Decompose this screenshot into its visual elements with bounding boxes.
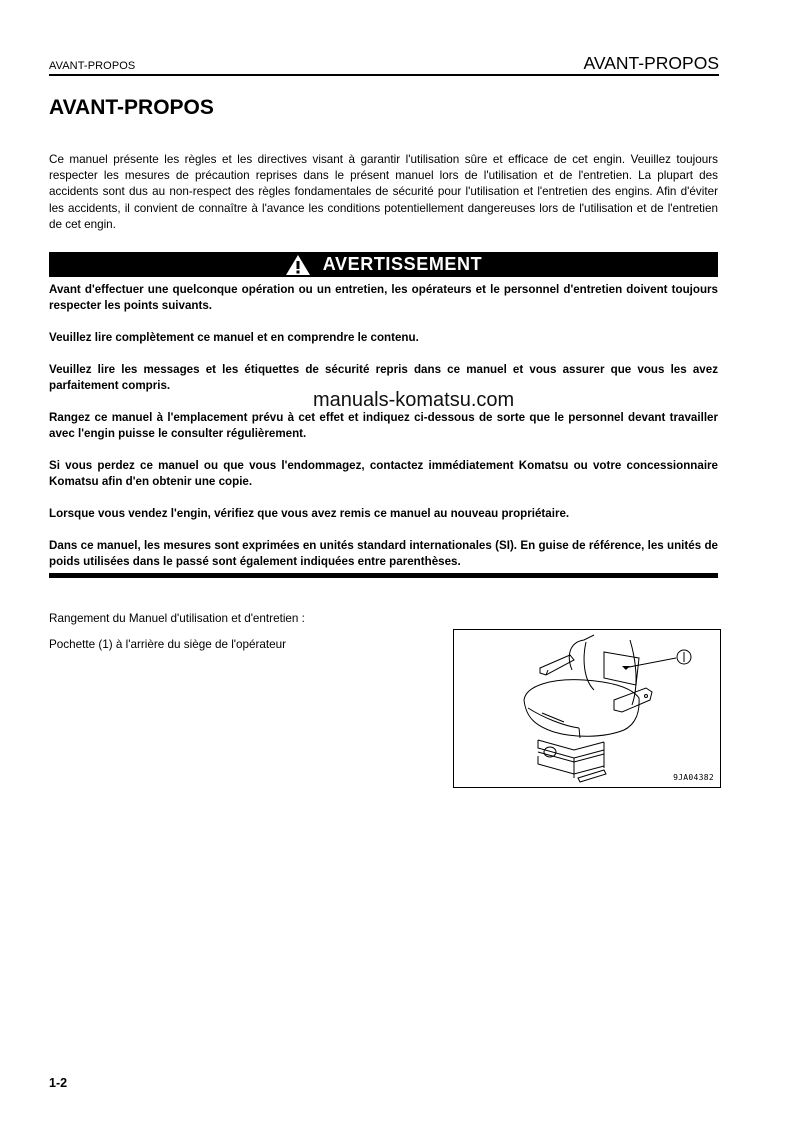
page-number: 1-2 <box>49 1076 68 1090</box>
warning-paragraph: Lorsque vous vendez l'engin, vérifiez que vous avez remis ce manuel au nouveau propriétaire. <box>49 507 570 520</box>
watermark: manuals-komatsu.com <box>313 389 515 411</box>
storage-location: Pochette (1) à l'arrière du siège de l'opérateur <box>49 638 287 651</box>
storage-label: Rangement du Manuel d'utilisation et d'entretien : <box>49 612 305 625</box>
warning-paragraph: Si vous perdez ce manuel ou que vous l'endommagez, contactez immédiatement Komatsu ou votre concessionnaire Komatsu afin d'en obtenir une copie. <box>49 459 718 488</box>
header-section-left: AVANT-PROPOS <box>49 60 136 72</box>
figure-code: 9JA04382 <box>673 773 714 782</box>
warning-label: AVERTISSEMENT <box>322 254 483 274</box>
warning-paragraph: Rangez ce manuel à l'emplacement prévu à cet effet et indiquez ci-dessous de sorte que le personnel devant travailler avec l'engin puisse le consulter régulièrement. <box>49 411 718 440</box>
header-section-right: AVANT-PROPOS <box>583 53 719 73</box>
warning-paragraph: Avant d'effectuer une quelconque opération ou un entretien, les opérateurs et le personnel d'entretien doivent toujours respecter les points suivants. <box>49 283 718 312</box>
warning-end-rule <box>49 573 718 578</box>
page-title: AVANT-PROPOS <box>49 96 214 119</box>
operator-seat-illustration <box>454 630 720 787</box>
warning-paragraph: Veuillez lire les messages et les étiquettes de sécurité repris dans ce manuel et vous assurer que vous les avez parfaitement compris. <box>49 363 718 392</box>
warning-paragraph: Veuillez lire complètement ce manuel et en comprendre le contenu. <box>49 331 419 344</box>
warning-triangle-icon <box>285 254 311 276</box>
warning-body <box>49 282 718 586</box>
warning-banner <box>49 252 718 277</box>
warning-paragraph: Dans ce manuel, les mesures sont exprimées en unités standard internationales (SI). En guise de référence, les unités de poids utilisées dans le passé sont également indiquées entre parenthèses. <box>49 539 718 568</box>
intro-paragraph: Ce manuel présente les règles et les directives visant à garantir l'utilisation sûre et efficace de cet engin. Veuillez toujours respecter les mesures de précaution reprises dans le présent manuel lors de l'utilisation et de l'entretien. La plupart des accidents sont dus au non-respect des règles fondamentales de sécurité pour l'utilisation et l'entretien des engins. Afin d'éviter les accidents, il convient de connaître à l'avance les conditions potentiellement dangereuses lors de l'utilisation et de l'entretien de cet engin. <box>49 153 718 231</box>
seat-figure <box>453 629 721 788</box>
header-rule <box>49 74 719 76</box>
